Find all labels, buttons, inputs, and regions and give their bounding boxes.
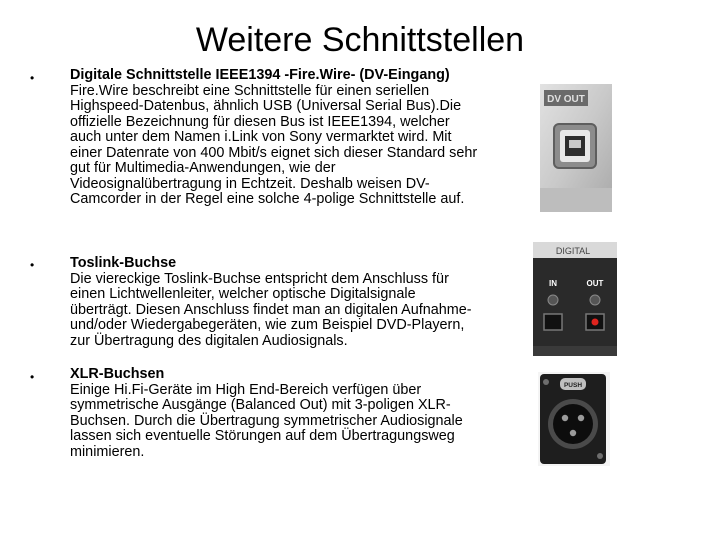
bullet-body-toslink: Die viereckige Toslink-Buchse entspricht dem Anschluss für einen Lichtwellenleiter, welcher optische Digitalsignale überträgt. Diesen Anschluss findet man an digitalen Aufnahme- und/oder Wiedergabegeräten, wie zum Beispiel DVD-Playern, zur Übertragung des digitalen Audiosignals. bbox=[70, 270, 472, 349]
bullet-heading-xlr: XLR-Buchsen bbox=[70, 366, 165, 382]
bullet-xlr bbox=[70, 367, 478, 460]
slide-title: Weitere Schnittstellen bbox=[195, 21, 525, 59]
bullet-heading-toslink: Toslink-Buchse bbox=[70, 255, 177, 271]
push-label: PUSH bbox=[563, 382, 583, 389]
bullet-heading-firewire: Digitale Schnittstelle IEEE1394 -Fire.Wire- (DV-Eingang) bbox=[70, 67, 450, 83]
xlr-socket-photo bbox=[538, 372, 610, 466]
firewire-port-photo bbox=[540, 84, 612, 212]
dv-out-label: DV OUT bbox=[547, 94, 585, 105]
bullet-firewire bbox=[70, 68, 478, 208]
toslink-panel-photo bbox=[533, 242, 617, 356]
bullet-marker: • bbox=[30, 370, 35, 384]
digital-label: DIGITAL bbox=[555, 246, 591, 256]
bullet-body-firewire: Fire.Wire beschreibt eine Schnittstelle für einen seriellen Highspeed-Datenbus, ähnlich USB (Universal Serial Bus).Die offizielle Bezeichnung für diesen Bus ist IEEE1394, welcher auch unter dem Namen i.Link von Sony vermarktet wird. Mit einer Datenrate von 400 Mbit/s eignet sich dieser Standard sehr gut für Multimedia-Anwendungen, wie der Videosignalübertragung in Echtzeit. Deshalb weisen DV-Camcorder in der Regel eine solche 4-polige Schnittstelle auf. bbox=[70, 82, 478, 207]
out-label: OUT bbox=[586, 279, 604, 288]
in-label: IN bbox=[549, 279, 557, 288]
bullet-marker: • bbox=[30, 71, 35, 85]
bullet-toslink bbox=[70, 256, 478, 349]
bullet-marker: • bbox=[30, 258, 35, 272]
bullet-body-xlr: Einige Hi.Fi-Geräte im High End-Bereich verfügen über symmetrische Ausgänge (Balanced Out) mit 3-poligen XLR-Buchsen. Durch die Übertragung symmetrischer Audiosignale lassen sich eventuelle Störungen auf dem Übertragungsweg minimieren. bbox=[70, 381, 463, 460]
